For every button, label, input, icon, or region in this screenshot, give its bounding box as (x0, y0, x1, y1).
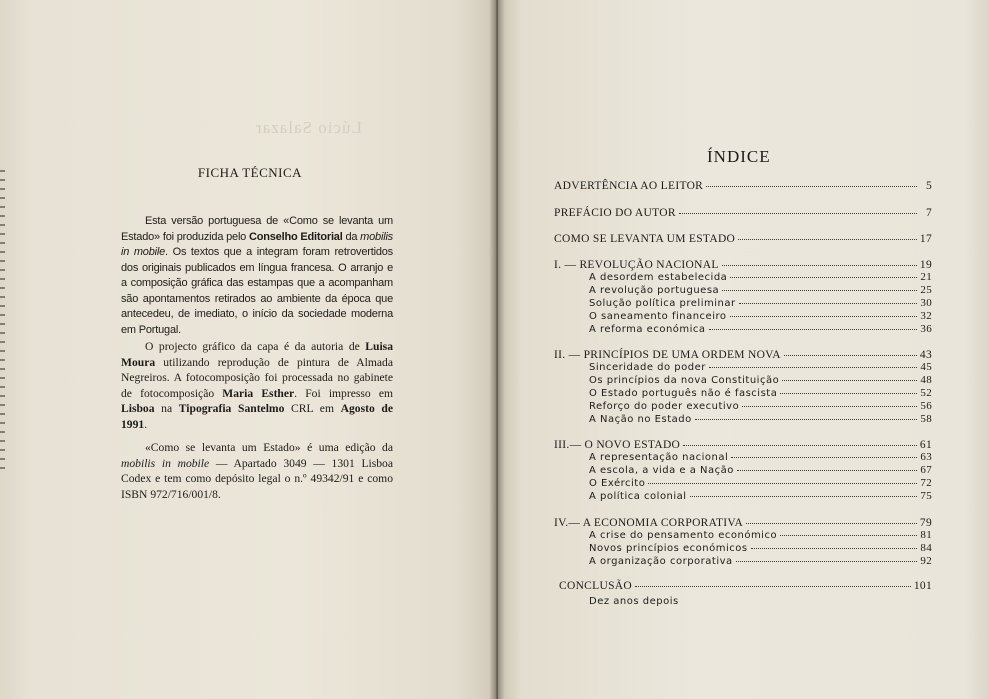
toc-entry (554, 180, 932, 193)
toc-entry (589, 477, 932, 490)
right-page (497, 0, 989, 699)
toc-leader-dots (738, 239, 917, 240)
toc-entry-label: Reforço do poder executivo (589, 401, 740, 412)
ficha-paragraph-1: Esta versão portuguesa de «Como se levanta um Estado» foi produzida pelo Conselho Editorial da mobilis in mobile. Os textos que a integram foram retrovertidos dos originais publicados em língua francesa. O arranjo e a composição gráfica das estampas que a acompanham são apontamentos retirados ao ambiente da época que antecedeu, de imediato, o início da sociedade moderna em Portugal. (121, 215, 393, 336)
toc-leader-dots (679, 213, 917, 214)
toc-entry-label: A representação nacional (589, 452, 729, 463)
show-through-text: Lúcio Salazar (255, 118, 362, 137)
toc-leader-dots (737, 470, 917, 471)
toc-entry-page: 17 (919, 233, 932, 245)
toc-entry-page: 56 (920, 400, 932, 412)
toc-leader-dots (730, 277, 917, 278)
toc-entry (589, 323, 932, 336)
toc-entry-label: A política colonial (589, 491, 687, 502)
toc-entry-page: 72 (920, 477, 932, 489)
toc-leader-dots (706, 186, 917, 187)
toc-entry-label: I. — REVOLUÇÃO NACIONAL (554, 259, 719, 271)
toc-entry-label: A desordem estabelecida (589, 272, 728, 283)
toc-entry-page: 92 (920, 555, 932, 567)
book-gutter (489, 0, 505, 699)
toc-entry-page: 48 (920, 374, 932, 386)
toc-entry (589, 464, 932, 477)
toc-entry-page: 36 (920, 323, 932, 335)
toc-entry-page: 67 (920, 464, 932, 476)
toc-entry-label: Os princípios da nova Constituição (589, 375, 780, 386)
toc-leader-dots (722, 290, 917, 291)
toc-entry (589, 555, 932, 568)
toc-entry-label: A organização corporativa (589, 556, 733, 567)
toc-entry (589, 310, 932, 323)
toc-entry-page: 84 (920, 542, 932, 554)
toc-entry-page: 75 (920, 490, 932, 502)
toc-entry-label: COMO SE LEVANTA UM ESTADO (554, 233, 736, 245)
toc-leader-dots (739, 303, 917, 304)
ficha-tecnica-title: FICHA TÉCNICA (197, 165, 303, 180)
toc-entry (589, 529, 932, 542)
toc-entry (589, 297, 932, 310)
ficha-paragraph-3: «Como se levanta um Estado» é uma edição da mobilis in mobile — Apartado 3049 — 1301 Lisboa Codex e tem como depósito legal o n.º 49342/91 e como ISBN 972/716/001/8. (121, 441, 393, 501)
toc-entry (589, 413, 932, 426)
toc-entry-page: 21 (920, 271, 932, 283)
toc-leader-dots (731, 457, 917, 458)
toc-leader-dots (635, 586, 911, 587)
toc-entry (559, 580, 932, 593)
toc-leader-dots (722, 265, 917, 266)
toc-entry-label: A crise do pensamento económico (589, 530, 778, 541)
toc-leader-dots (782, 380, 917, 381)
toc-leader-dots (746, 523, 917, 524)
toc-entry-page: 63 (920, 451, 932, 463)
toc-entry (589, 374, 932, 387)
toc-entry (589, 284, 932, 297)
toc-leader-dots (648, 483, 917, 484)
toc-entry (589, 387, 932, 400)
toc-leader-dots (736, 561, 917, 562)
toc-entry-label: ADVERTÊNCIA AO LEITOR (554, 180, 704, 192)
toc-entry-label: A Nação no Estado (589, 414, 692, 425)
toc-leader-dots (780, 393, 917, 394)
toc-leader-dots (784, 355, 917, 356)
toc-leader-dots (742, 406, 917, 407)
toc-entry (589, 400, 932, 413)
toc-entry-label: III.— O NOVO ESTADO (554, 439, 681, 451)
toc-entry-label: CONCLUSÃO (559, 580, 632, 592)
toc-entry-page: 45 (920, 361, 932, 373)
toc-entry-label: O Estado português não é fascista (589, 388, 778, 399)
toc-leader-dots (780, 535, 917, 536)
toc-entry-label: IV.— A ECONOMIA CORPORATIVA (554, 517, 744, 529)
toc-entry-page: 25 (920, 284, 932, 296)
toc-entry-page: 19 (919, 259, 932, 271)
toc-entry (589, 490, 932, 503)
toc-entry (589, 271, 932, 284)
toc-entry-page: 30 (920, 297, 932, 309)
toc-entry-page: 7 (925, 207, 932, 219)
toc-entry-label: A reforma económica (589, 324, 706, 335)
toc-leader-dots (751, 548, 917, 549)
toc-entry-page: 32 (920, 310, 932, 322)
toc-entry (554, 207, 932, 220)
toc-leader-dots (690, 496, 917, 497)
toc-entry (589, 451, 932, 464)
toc-entry-label: O saneamento financeiro (589, 311, 727, 322)
toc-entry-page: 79 (919, 517, 932, 529)
toc-entry-page: 43 (919, 349, 932, 361)
toc-entry (589, 595, 757, 608)
toc-entry (589, 361, 932, 374)
toc-entry-label: PREFÁCIO DO AUTOR (554, 207, 676, 219)
toc-entry-page: 52 (920, 387, 932, 399)
toc-entry (589, 542, 932, 555)
indice-title: ÍNDICE (707, 147, 771, 166)
toc-entry-label: Novos princípios económicos (589, 543, 748, 554)
toc-entry-label: A escola, a vida e a Nação (589, 465, 734, 476)
toc-entry-label: O Exército (589, 478, 646, 489)
toc-leader-dots (683, 445, 917, 446)
toc-entry-page: 5 (925, 180, 932, 192)
toc-entry-label: Sinceridade do poder (589, 362, 706, 373)
page-edge-marks (0, 170, 5, 470)
toc-entry-label: Dez anos depois (589, 596, 679, 607)
toc-entry-page: 101 (913, 580, 932, 592)
ficha-paragraph-2: O projecto gráfico da capa é da autoria de Luisa Moura utilizando reprodução de pintura de Almada Negreiros. A fotocomposição foi processada no gabinete de fotocomposição Maria Esther. Foi impresso em Lisboa na Tipografia Santelmo CRL em Agosto de 1991. (121, 340, 393, 431)
toc-entry-label: Solução política preliminar (589, 298, 736, 309)
toc-leader-dots (709, 329, 917, 330)
toc-leader-dots (709, 367, 917, 368)
toc-leader-dots (695, 419, 917, 420)
toc-entry-label: A revolução portuguesa (589, 285, 720, 296)
toc-entry-label: II. — PRINCÍPIOS DE UMA ORDEM NOVA (554, 349, 781, 361)
toc-entry-page: 61 (919, 439, 932, 451)
toc-leader-dots (730, 316, 918, 317)
toc-entry-page: 58 (920, 413, 932, 425)
toc-entry-page: 81 (920, 529, 932, 541)
toc-entry (554, 233, 932, 246)
